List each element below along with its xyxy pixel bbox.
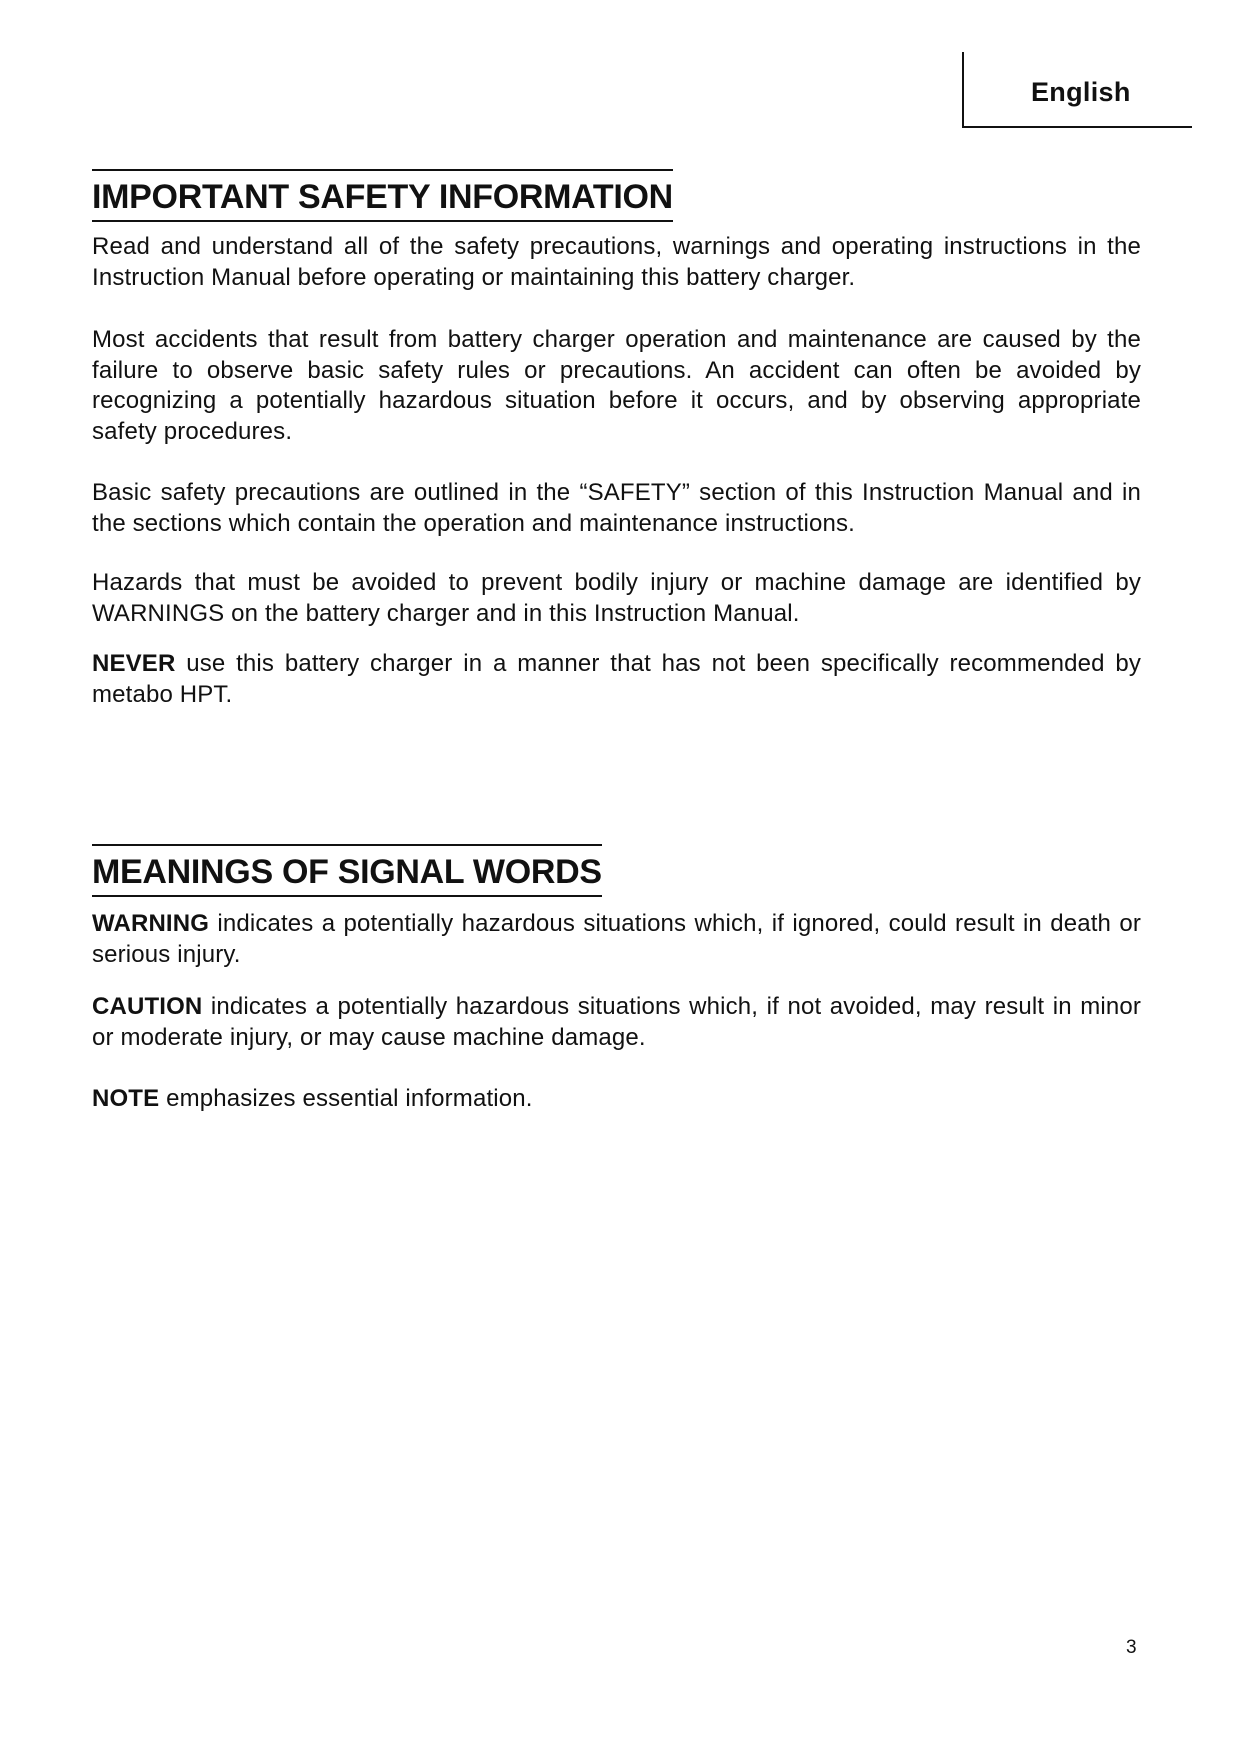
language-label: English [1031,77,1131,107]
paragraph-text: Basic safety precautions are outlined in the “SAFETY” section of this Instruction Manual and in the sections which contain the operation and maintenance instructions. [92,479,1141,537]
signal-paragraph-warning [92,909,1141,970]
paragraph-text: emphasizes essential information. [159,1085,533,1112]
section-title-signal-words: MEANINGS OF SIGNAL WORDS [92,844,602,897]
paragraph-text: indicates a potentially hazardous situations which, if not avoided, may result in minor or moderate injury, or may cause machine damage. [92,993,1141,1051]
paragraph-text: Most accidents that result from battery charger operation and maintenance are caused by the failure to observe basic safety rules or precautions. An accident can often be avoided by recognizing a potentially hazardous situation before it occurs, and by observing appropriate safety procedures. [92,326,1141,445]
signal-word-caution: CAUTION [92,993,203,1020]
safety-paragraph-1 [92,232,1141,293]
signal-paragraph-note [92,1084,1141,1115]
page-number: 3 [1126,1637,1137,1658]
signal-paragraph-caution [92,992,1141,1053]
signal-word-warning: WARNING [92,910,210,937]
paragraph-text: Hazards that must be avoided to prevent bodily injury or machine damage are identified by WARNINGS on the battery charger and in this Instruction Manual. [92,569,1141,627]
signal-word-note: NOTE [92,1085,160,1112]
safety-paragraph-3 [92,478,1141,539]
safety-paragraph-never [92,649,1141,710]
safety-paragraph-4 [92,568,1141,629]
paragraph-text: indicates a potentially hazardous situations which, if ignored, could result in death or serious injury. [92,910,1141,968]
section-title-important-safety: IMPORTANT SAFETY INFORMATION [92,169,673,222]
paragraph-text: use this battery charger in a manner that has not been specifically recommended by metabo HPT. [92,650,1141,708]
paragraph-text: Read and understand all of the safety precautions, warnings and operating instructions in the Instruction Manual before operating or maintaining this battery charger. [92,233,1141,291]
signal-word-never: NEVER [92,650,176,677]
safety-paragraph-2 [92,325,1141,447]
